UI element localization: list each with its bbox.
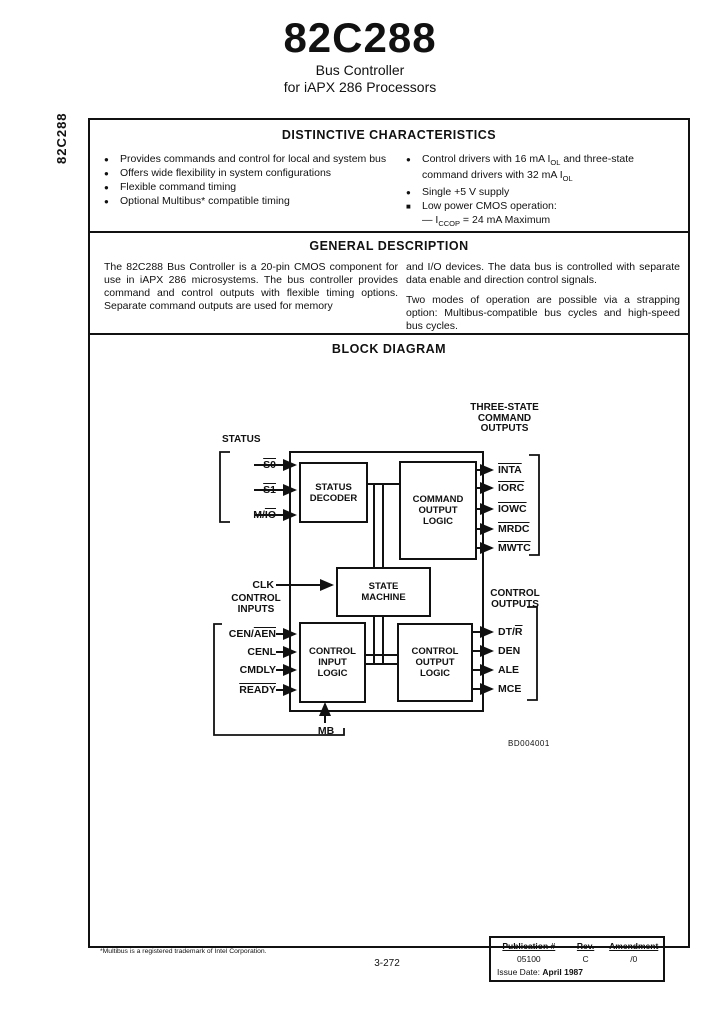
rev-header: Rev.	[576, 941, 595, 951]
signal-ready: READY	[239, 684, 276, 696]
list-item	[406, 153, 678, 185]
general-description-col1: The 82C288 Bus Controller is a 20-pin CMOS component for use in iAPX 286 microsystems. The bus controller provides command and control outputs with flexible timing options. Separate command outputs are used for memory	[104, 261, 398, 312]
list-item	[406, 186, 678, 199]
signal-ale: ALE	[498, 664, 519, 676]
bullet-icon: ●	[104, 183, 109, 192]
state-machine-block: STATE MACHINE	[336, 567, 431, 617]
bullet-text: Provides commands and control for local and system bus	[120, 153, 387, 165]
signal-iorc: IORC	[498, 482, 525, 494]
distinctive-characteristics-heading: DISTINCTIVE CHARACTERISTICS	[281, 128, 497, 142]
list-item	[104, 167, 398, 180]
list-item	[406, 200, 678, 213]
signal-clk: CLK	[252, 579, 274, 591]
bullet-icon: ●	[406, 188, 411, 198]
control-inputs-label: CONTROL INPUTS	[231, 593, 281, 615]
trademark-note: *Multibus is a registered trademark of Intel Corporation.	[100, 948, 267, 955]
control-output-logic-block: CONTROL OUTPUT LOGIC	[397, 623, 473, 702]
publication-number-header: Publication #	[502, 941, 556, 951]
list-item	[104, 153, 398, 166]
general-description-heading: GENERAL DESCRIPTION	[309, 239, 469, 253]
section-divider	[90, 333, 688, 335]
distinctive-left-column	[104, 153, 398, 209]
distinctive-right-column	[406, 153, 678, 230]
signal-inta: INTA	[498, 464, 522, 476]
bullet-text: Low power CMOS operation:	[422, 200, 557, 213]
block-diagram	[192, 397, 622, 765]
content-frame	[88, 118, 690, 948]
amendment-header: Amendment	[609, 941, 659, 951]
list-item	[104, 181, 398, 194]
publication-number-value: 05100	[517, 954, 541, 964]
signal-iowc: IOWC	[498, 503, 527, 515]
page-number: 3-272	[374, 958, 400, 969]
bullet-icon: ●	[406, 155, 411, 164]
general-description-col2	[406, 261, 680, 333]
signal-mce: MCE	[498, 683, 522, 695]
signal-s1: S1	[263, 484, 276, 496]
bullet-text: Flexible command timing	[120, 181, 237, 193]
command-output-logic-block: COMMAND OUTPUT LOGIC	[399, 461, 477, 560]
publication-values	[491, 954, 663, 964]
signal-mrdc: MRDC	[498, 523, 530, 535]
signal-den: DEN	[498, 645, 521, 657]
signal-mwtc: MWTC	[498, 542, 531, 554]
bullet-icon: ■	[406, 202, 411, 212]
paragraph: Two modes of operation are possible via a strapping option: Multibus-compatible bus cycles and high-speed bus cycles.	[406, 294, 680, 332]
amendment-value: /0	[630, 954, 638, 964]
control-outputs-label: CONTROL OUTPUTS	[490, 588, 540, 610]
issue-date: Issue Date: April 1987	[497, 967, 584, 977]
bullet-text: Optional Multibus* compatible timing	[120, 195, 290, 207]
signal-s0: S0	[263, 459, 276, 471]
section-divider	[90, 231, 688, 233]
bullet-text: Control drivers with 16 mA $I_{OL}$ and three-state command drivers with 32 mA $I_{OL}$	[422, 153, 634, 184]
three-state-command-outputs-label: THREE-STATE COMMAND OUTPUTS	[470, 402, 539, 434]
bullet-text: Offers wide flexibility in system configurations	[120, 167, 332, 179]
bullet-text: Single +5 V supply	[422, 186, 510, 199]
figure-id: BD004001	[508, 739, 550, 748]
subtitle-line1: Bus Controller	[315, 62, 405, 78]
part-number-title: 82C288	[283, 14, 437, 61]
list-item	[104, 195, 398, 208]
signal-cenaen: CEN/$\overline{AEN}$	[228, 628, 276, 640]
signal-dtr: $DT/\overline{R}$	[498, 626, 523, 638]
signal-mb: MB	[317, 725, 335, 737]
publication-info-box	[489, 936, 665, 982]
bullet-icon: ●	[104, 197, 109, 206]
status-decoder-block: STATUS DECODER	[299, 462, 368, 523]
paragraph: and I/O devices. The data bus is controlled with separate data enable and direction control signals.	[406, 261, 680, 286]
signal-cmdly: CMDLY	[239, 664, 276, 676]
side-tab-part-number: 82C288	[54, 112, 69, 164]
signal-cenl: CENL	[247, 646, 276, 658]
publication-headers	[491, 941, 663, 951]
subtitle-line2: for iAPX 286 Processors	[283, 79, 437, 95]
rev-value: C	[582, 954, 589, 964]
signal-mio: $M/\overline{IO}$	[253, 509, 276, 521]
control-input-logic-block: CONTROL INPUT LOGIC	[299, 622, 366, 703]
bullet-icon: ●	[104, 155, 109, 164]
bullet-icon: ●	[104, 169, 109, 178]
block-diagram-heading: BLOCK DIAGRAM	[331, 342, 447, 356]
bullet-continuation: — $I_{CCOP} = 24$ mA Maximum	[422, 214, 551, 229]
status-group-label: STATUS	[222, 434, 261, 445]
